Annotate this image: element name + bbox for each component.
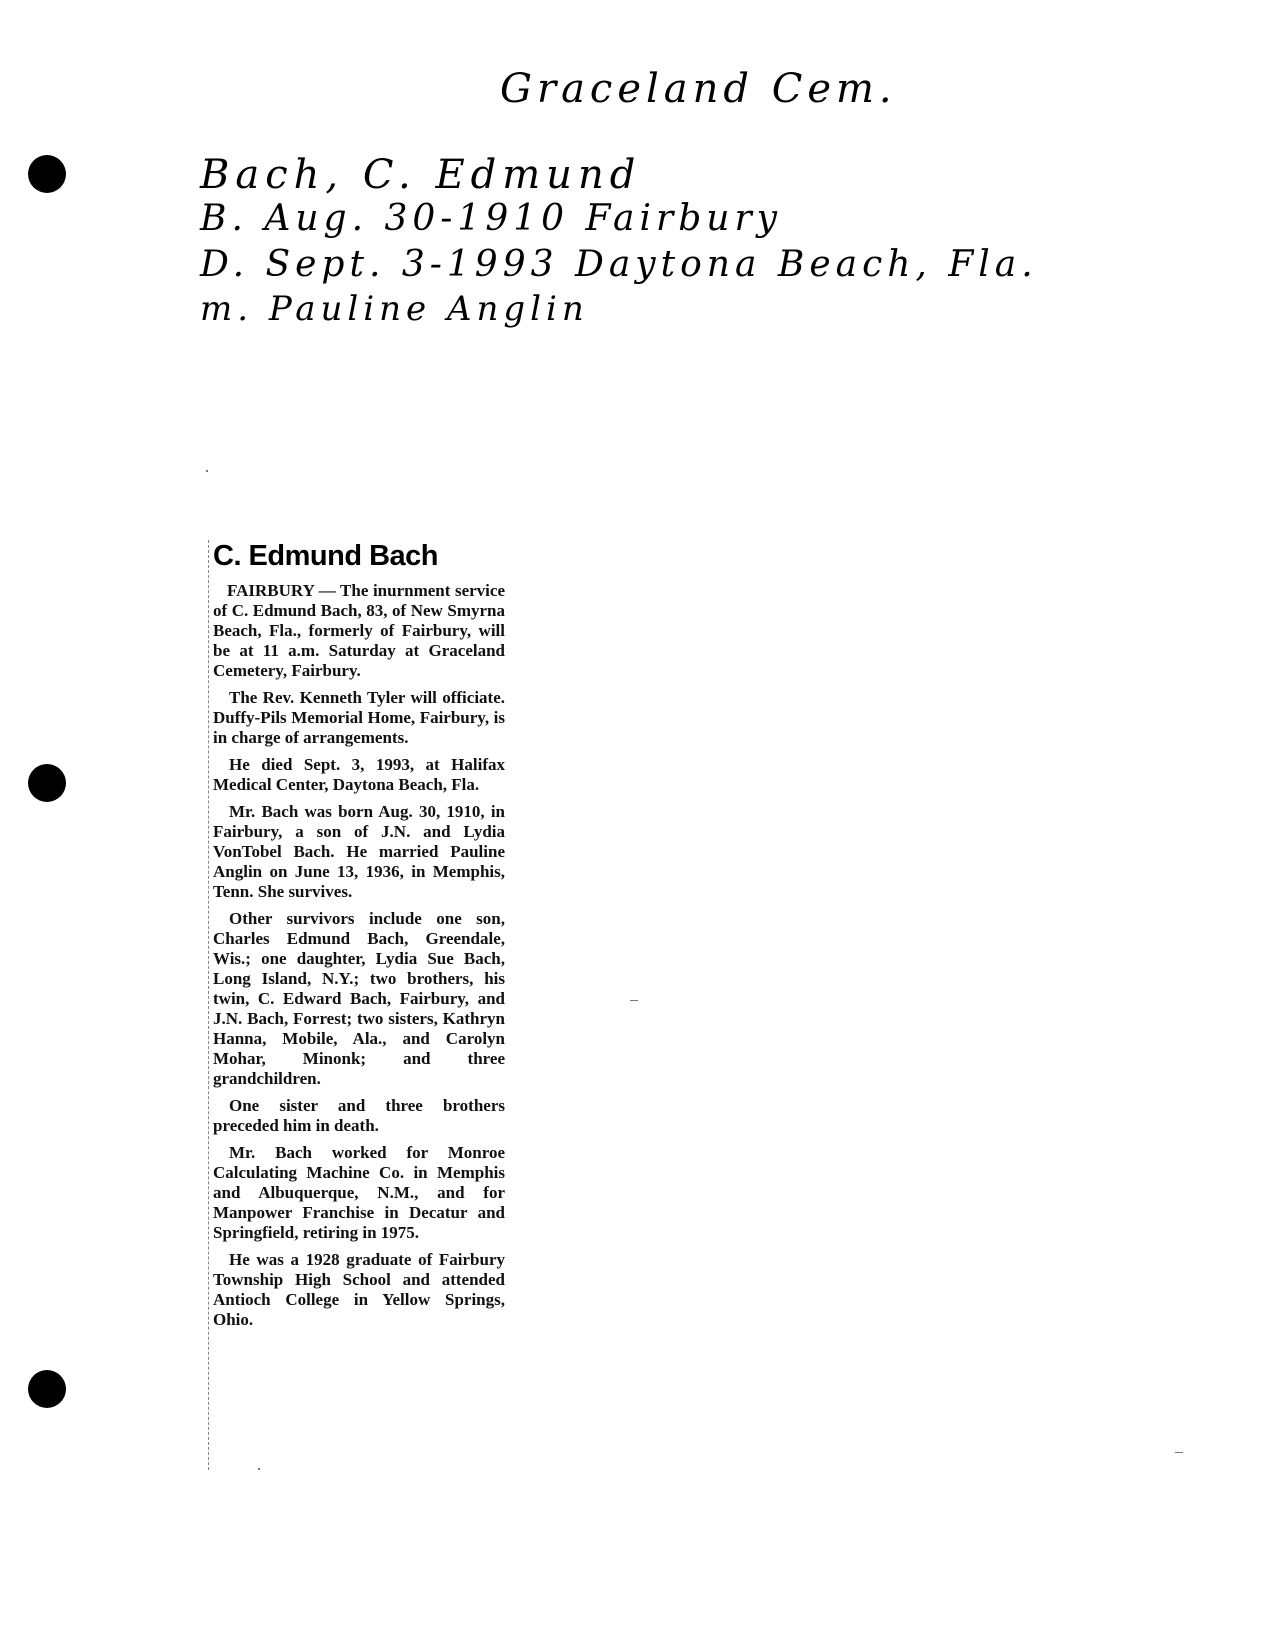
handwritten-death: D. Sept. 3-1993 Daytona Beach, Fla. (200, 244, 1038, 285)
punch-hole-middle (28, 764, 66, 802)
obituary-headline: C. Edmund Bach (213, 540, 439, 572)
obituary-paragraph: He was a 1928 graduate of Fairbury Township High School and attended Antioch College in Yellow Springs, Ohio. (213, 1250, 505, 1329)
handwritten-name: Bach, C. Edmund (200, 152, 642, 198)
obituary-paragraph: He died Sept. 3, 1993, at Halifax Medical Center, Daytona Beach, Fla. (213, 755, 505, 794)
obituary-paragraph: Mr. Bach was born Aug. 30, 1910, in Fairbury, a son of J.N. and Lydia VonTobel Bach. He married Pauline Anglin on June 13, 1936, in Memphis, Tenn. She survives. (213, 802, 505, 901)
handwritten-cemetery-note: Graceland Cem. (500, 66, 897, 112)
obituary-paragraph: FAIRBURY — The inurnment service of C. Edmund Bach, 83, of New Smyrna Beach, Fla., formerly of Fairbury, will be at 11 a.m. Saturday at Graceland Cemetery, Fairbury. (213, 581, 505, 680)
scan-speck (1175, 1452, 1183, 1453)
obituary-paragraph: Other survivors include one son, Charles Edmund Bach, Greendale, Wis.; one daughter, Lydia Sue Bach, Long Island, N.Y.; two brothers, his twin, C. Edward Bach, Fairbury, and J.N. Bach, Forrest; two sisters, Kathryn Hanna, Mobile, Ala., and Carolyn Mohar, Minonk; and three grandchildren. (213, 909, 505, 1088)
obituary-clipping (208, 540, 519, 1470)
handwritten-spouse: m. Pauline Anglin (200, 289, 589, 329)
handwritten-birth: B. Aug. 30-1910 Fairbury (200, 198, 782, 239)
obituary-paragraph: Mr. Bach worked for Monroe Calculating Machine Co. in Memphis and Albuquerque, N.M., and for Manpower Franchise in Decatur and Springfield, retiring in 1975. (213, 1143, 505, 1242)
scan-speck (630, 1000, 638, 1001)
punch-hole-bottom (28, 1370, 66, 1408)
scan-speck (258, 1468, 260, 1470)
obituary-paragraph: The Rev. Kenneth Tyler will officiate. Duffy-Pils Memorial Home, Fairbury, is in charge of arrangements. (213, 688, 505, 747)
obituary-paragraph: One sister and three brothers preceded him in death. (213, 1096, 505, 1135)
scan-speck (206, 470, 208, 472)
punch-hole-top (28, 155, 66, 193)
